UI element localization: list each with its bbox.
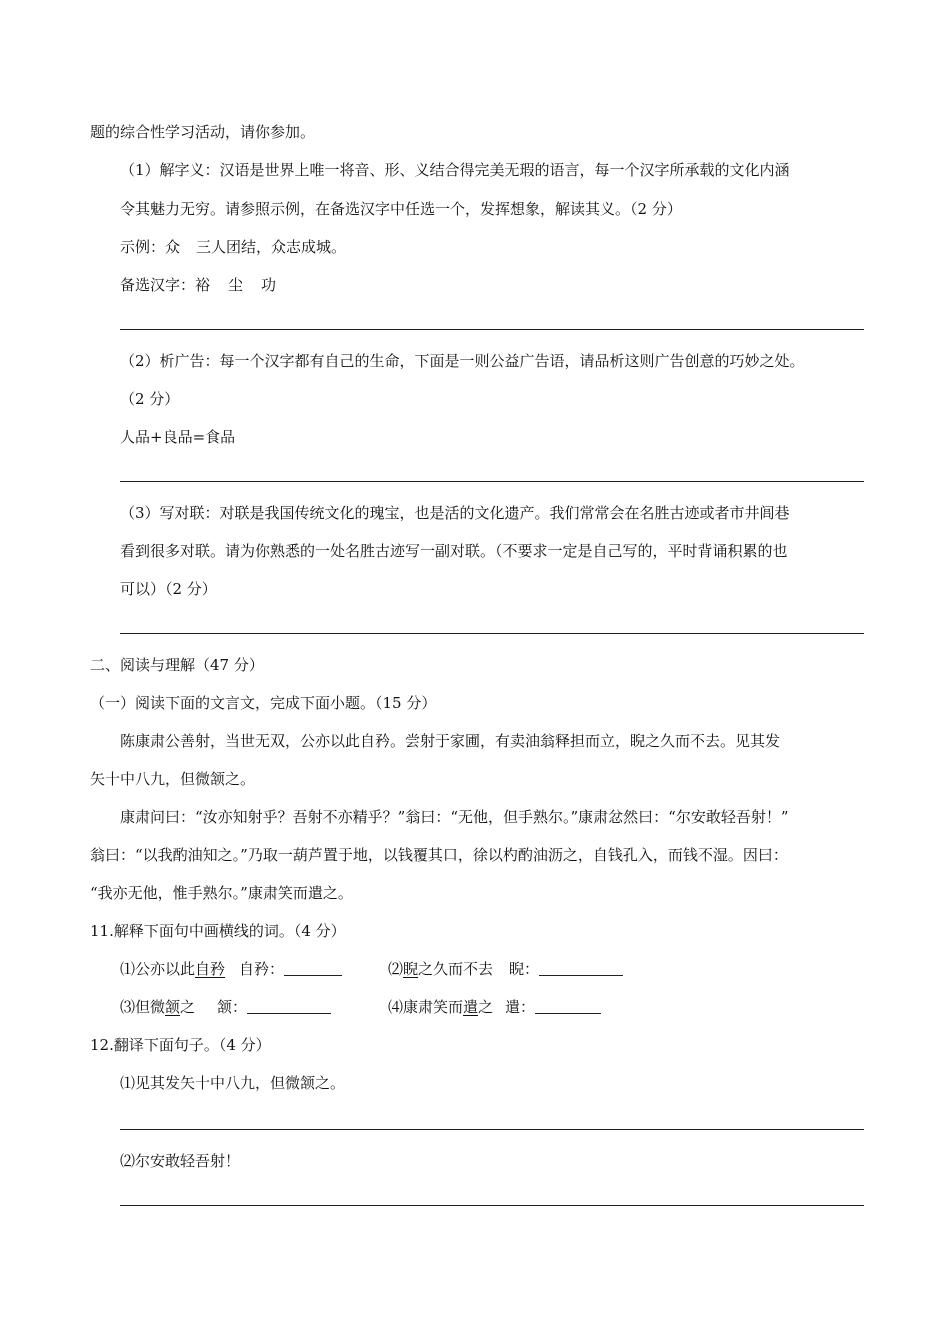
passage-p2-line1: 康肃问曰：“汝亦知射乎？吾射不亦精乎？”翁曰：“无他，但手熟尔。”康肃忿然曰：“尔安敢轻吾射！” [120,808,789,826]
q11-item-1-word: 自矜 [195,960,226,978]
q3-line3: 可以）（2 分） [120,580,217,598]
q11-item-2-word: 睨 [403,960,419,978]
q3-line1: （3）写对联：对联是我国传统文化的瑰宝，也是活的文化遗产。我们常常会在名胜古迹或者市井闾巷 [120,504,790,522]
q3-line2: 看到很多对联。请为你熟悉的一处名胜古迹写一副对联。（不要求一定是自己写的，平时背诵积累的也 [120,542,788,560]
q11-item-2 [388,959,623,979]
q11-item-2-pre: ⑵ [388,960,404,978]
q11-item-1-pre: ⑴公亦以此 [120,960,196,978]
q11-item-4-label: 遣： [505,998,536,1016]
q11-item-3-pre: ⑶但微 [120,998,166,1016]
intro-text: 题的综合性学习活动，请你参加。 [90,123,316,141]
choice-char: 功 [261,276,277,294]
q1-choices [120,275,276,295]
q11-item-3-label: 颔： [217,998,248,1016]
q1-example-label: 示例：众 [120,238,181,256]
section-heading: 二、阅读与理解（47 分） [90,656,264,674]
q11-item-3-post: 之 [180,998,196,1016]
answer-line-q1[interactable] [120,329,864,330]
answer-line-q12-1[interactable] [120,1129,864,1130]
q12-sentence-2: ⑵尔安敢轻吾射！ [120,1152,241,1170]
q2-line1: （2）析广告：每一个汉字都有自己的生命，下面是一则公益广告语，请品析这则广告创意的巧妙之处。 [120,352,805,370]
q2-ad: 人品+良品=食品 [120,428,236,446]
q1-example [120,237,346,257]
q12-title: 12.翻译下面句子。（4 分） [90,1036,271,1054]
answer-line-q2[interactable] [120,481,864,482]
q1-choices-label: 备选汉字： [120,276,196,294]
q11-item-1 [120,959,342,979]
passage-p1-line1: 陈康肃公善射，当世无双，公亦以此自矜。尝射于家圃，有卖油翁释担而立，睨之久而不去。见其发 [120,732,781,750]
passage-p2-line3: “我亦无他，惟手熟尔。”康肃笑而遣之。 [90,884,353,902]
q11-item-2-label: 睨： [509,960,540,978]
q12-sentence-1: ⑴见其发矢十中八九，但微颔之。 [120,1074,346,1092]
q11-item-2-post: 之久而不去 [418,960,494,978]
q11-item-1-blank[interactable] [284,961,342,976]
answer-line-q12-2[interactable] [120,1205,864,1206]
q11-item-4-blank[interactable] [535,999,601,1014]
q11-item-3-blank[interactable] [247,999,331,1014]
q1-line2: 令其魅力无穷。请参照示例，在备选汉字中任选一个，发挥想象，解读其义。（2 分） [120,200,682,218]
q11-item-2-blank[interactable] [539,961,623,976]
choice-char: 裕 [195,276,211,294]
answer-line-q3[interactable] [120,633,864,634]
passage-p2-line2: 翁曰：“以我酌油知之。”乃取一葫芦置于地，以钱覆其口，徐以杓酌油沥之，自钱孔入，而钱不湿。因曰： [90,846,788,864]
q1-example-text: 三人团结，众志成城。 [196,238,347,256]
q11-item-4-word: 遣 [463,998,479,1016]
subsection-heading: （一）阅读下面的文言文，完成下面小题。（15 分） [90,694,437,712]
q11-item-1-label: 自矜： [239,960,285,978]
q1-line1: （1）解字义：汉语是世界上唯一将音、形、义结合得完美无瑕的语言，每一个汉字所承载的文化内涵 [120,161,790,179]
q11-title: 11.解释下面句中画横线的词。（4 分） [90,922,346,940]
q2-line2: （2 分） [120,390,180,408]
q11-item-4 [388,997,601,1017]
q11-item-3 [120,997,331,1017]
q11-item-4-pre: ⑷康肃笑而 [388,998,464,1016]
choice-char: 尘 [228,276,244,294]
q11-item-3-word: 颔 [165,998,181,1016]
q11-item-4-post: 之 [478,998,494,1016]
passage-p1-line2: 矢十中八九，但微颔之。 [90,770,256,788]
